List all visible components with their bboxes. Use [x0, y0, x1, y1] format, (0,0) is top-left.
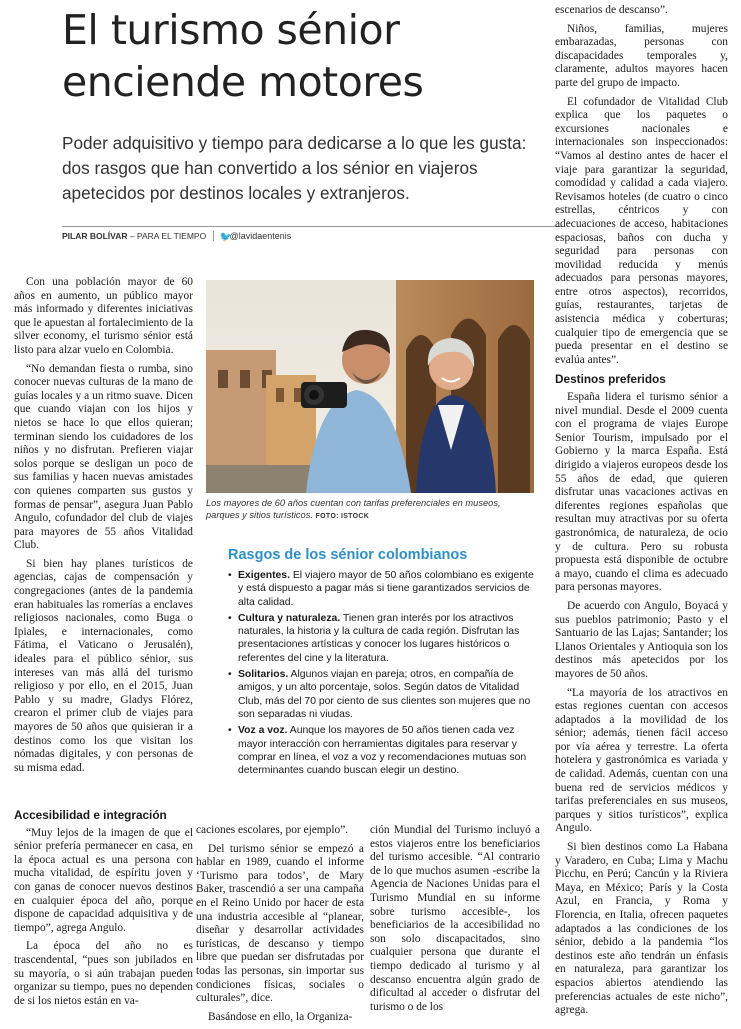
sidebar-list: [228, 569, 538, 777]
sidebar-item-term: Exigentes.: [238, 570, 290, 581]
sidebar-item-term: Cultura y naturaleza.: [238, 612, 341, 624]
paragraph: ción Mundial del Turismo incluyó a estos viajeros entre los beneficiarios del turismo accesible. “Al contrario de lo que muchos asumen -escribe la Agencia de Naciones Unidas para el Turismo Mundial en su informe sobre turismo accesible-, los beneficiarios de la accesibilidad no son solo discapacitados, sino cualquier persona que durante el tiempo dedicado al turismo y al descanso encuentra algún grado de dificultad al acceder o disfrutar del turismo o de los: [370, 824, 540, 1013]
sidebar-box: [228, 547, 538, 780]
paragraph: Del turismo sénior se empezó a hablar en 1989, cuando el informe ‘Turismo para todos’, de Mary Baker, trascendió a ser una campaña en el Reino Unido por hacer de esta una industria accesible al “planear, diseñar y desarrollar actividades turísticas, de descanso y tiempo libre que puedan ser disfrutadas por todas las personas, sin importar sus condiciones físicas, sociales o culturales”, dice.: [196, 842, 364, 1005]
headline-line-2: enciende motores: [62, 58, 424, 106]
byline-author: PILAR BOLÍVAR: [62, 231, 128, 241]
paragraph: Si bien hay planes turísticos de agencias, cajas de compensación y congregaciones (antes de la pandemia eran habituales las romerías a enclaves religiosos nacionales, como Buga o Ipiales, e internacionales, como Fátima, el Vaticano o Jerusalén), ideales para el público sénior, sus intereses van más allá del turismo religioso y por ello, en el 2015, Juan Pablo y su madre, Gladys Flórez, crearon el primer club de viajes para mayores de 50 años que quisieran ir a destinos como los que visitan los nómadas digitales, y con personas de su misma edad.: [14, 557, 193, 774]
paragraph: La época del año no es trascendental, “pues son jubilados en su mayoría, o si aún trabajan pueden organizar su tiempo, pues no dependen de si los nietos están en va-: [14, 940, 193, 1007]
sidebar-item-term: Solitarios.: [238, 669, 289, 681]
column-4: [555, 4, 728, 1023]
column-2-bottom: [196, 824, 364, 1029]
byline-outlet: – PARA EL TIEMPO: [127, 231, 207, 241]
byline: [62, 226, 562, 244]
paragraph: “La mayoría de los atractivos en estas regiones cuentan con accesos adaptados a la movilidad de los sénior; además, tienen fácil acceso por vía aérea y terrestre. La oferta hotelera y gastronómica es variada y de calidad. Además, cuentan con una buena red de servicios médicos y tarifas preferenciales en sus museos, parques y sitios turísticos”, explica Angulo.: [555, 686, 728, 835]
column-3-bottom: [370, 824, 540, 1019]
paragraph: España lidera el turismo sénior a nivel mundial. Desde el 2009 cuenta con el programa de viajes Europe Senior Tourism, impulsado por el Gobierno y la marca España. Está dirigido a viajeros europeos desde los 55 años de edad, que quieren disfrutar unas vacaciones activas en diferentes regiones españolas que resultan muy atractivas por su oferta gastronómica, de naturaleza, de ocio y de cultura. Pero su robusta propuesta está disponible de octubre a mayo, cuando el clima es adecuado para personas mayores.: [555, 391, 728, 594]
paragraph: Con una población mayor de 60 años en aumento, un público mayor más informado y diferentes iniciativas que le apuestan al fortalecimiento de la silver economy, el turismo sénior está listo para alzar vuelo en Colombia.: [14, 276, 193, 356]
paragraph: caciones escolares, por ejemplo”.: [196, 824, 349, 836]
byline-twitter-handle: @lavidaentenis: [229, 231, 292, 241]
paragraph: “No demandan fiesta o rumba, sino conocer nuevas culturas de la mano de guías locales y a un ritmo suave. Dicen que cuando viajan con los hijos y nietos se hace lo que ellos quieran; terminan siendo los cuidadores de los niños y no disfrutan. Prefieren viajar solos porque se desligan un poco de sus familias y hacen nuevas amistades con quienes comparten sus gustos y formas de pensar”, asegura Juan Pablo Angulo, cofundador del club de viajes para mayores de 55 años Vitalidad Club.: [14, 362, 193, 552]
dek: Poder adquisitivo y tiempo para dedicarse a lo que les gusta: dos rasgos que han convertido a los sénior en viajeros apetecidos por destinos locales y extranjeros.: [62, 133, 527, 203]
paragraph: Basándose en ello, la Organiza-: [208, 1010, 353, 1023]
twitter-bird-icon: 🐦: [219, 232, 233, 244]
sidebar-item-text: El viajero mayor de 50 años colombiano es exigente y está dispuesto a pagar más si tiene garantizados servicios de alta calidad.: [238, 570, 534, 608]
headline-line-1: El turismo sénior: [62, 6, 400, 54]
column-1: [14, 276, 193, 780]
byline-twitter[interactable]: [213, 231, 292, 244]
sidebar-item: [228, 569, 538, 609]
column-1-bottom: [14, 803, 193, 1013]
sidebar-item: [228, 612, 538, 665]
sidebar-item: [228, 724, 538, 777]
section-heading: Destinos preferidos: [555, 372, 666, 387]
paragraph: Si bien destinos como La Habana y Varadero, en Cuba; Lima y Machu Picchu, en Perú; Cancún y la Riviera Maya, en México; París y la Costa Azul, en Francia, y Roma y Florencia, en Italia, ofrecen paquetes adaptados a las condiciones de los sénior, debido a la pandemia “los destinos este año tendrán un énfasis en naturaleza, para garantizar los espacios abiertos atendiendo las preferencias actuales de este nicho”, agrega.: [555, 841, 728, 1017]
photo-senior-couple: [206, 280, 534, 493]
paragraph: El cofundador de Vitalidad Club explica que los paquetes o excursiones nacionales e internacionales son inspeccionados: “Vamos al destino antes de hacer el viaje para garantizar la seguridad, comodidad y calidad a cada viajero. Revisamos hoteles (de cuatro o cinco estrellas, céntricos y con adecuaciones de acceso, habitaciones espaciosas, baños con ducha y seguridad para personas con movilidad reducida y menús adecuados para personas mayores, entre otros aspectos), recorridos, guías, restaurantes, tarjetas de asistencia médica y coberturas; cualquier tipo de emergencia que se pueda presentar en el destino se evalúa antes”.: [555, 95, 728, 366]
sidebar-item-text: Algunos viajan en pareja; otros, en compañía de amigos, y un alto porcentaje, solos. Según datos de Vitalidad Club, más del 70 por ciento de sus clientes son mujeres que no son separadas ni viudas.: [238, 669, 531, 720]
sidebar-item-term: Voz a voz.: [238, 725, 288, 737]
section-heading: Accesibilidad e integración: [14, 808, 167, 822]
paragraph: escenarios de descanso”.: [555, 4, 668, 16]
sidebar-title: Rasgos de los sénior colombianos: [228, 547, 468, 563]
paragraph: De acuerdo con Angulo, Boyacá y sus pueblos patrimonio; Pasto y el Santuario de las Lajas; Santander; los Llanos Orientales y Antioquia son los destinos más apetecidos por los mayores de 50 años.: [555, 599, 728, 680]
sidebar-item-text: Aunque los mayores de 50 años tienen cada vez mayor interacción con herramientas digitales para reservar y comprar en línea, el voz a voz y recomendaciones mutuas son determinantes cuando buscan elegir un destino.: [238, 725, 527, 777]
sidebar-item: [228, 668, 538, 721]
caption-text: Los mayores de 60 años cuentan con tarifas preferenciales en museos, parques y sitios turísticos.: [206, 498, 501, 520]
paragraph: “Muy lejos de la imagen de que el sénior prefería permanecer en casa, en la época actual es una persona con mucha vitalidad, de espíritu joven y con ganas de conocer nuevos destinos en cualquier época del año, porque dispone de capacidad adquisitiva y de tiempo”, agrega Angulo.: [14, 826, 193, 934]
paragraph: Niños, familias, mujeres embarazadas, personas con discapacidades temporales y, claramente, adultos mayores hacen parte del grupo de impacto.: [555, 22, 728, 89]
photo-credit: FOTO: ISTOCK: [315, 513, 370, 520]
headline: [62, 4, 542, 108]
photo-caption: [206, 497, 534, 523]
sidebar-item-text: Tienen gran interés por los atractivos naturales, la historia y la cultura de cada región. Disfrutan las presentaciones artísticas y conocer los lugares históricos o referentes del cine y la literatura.: [238, 612, 520, 664]
